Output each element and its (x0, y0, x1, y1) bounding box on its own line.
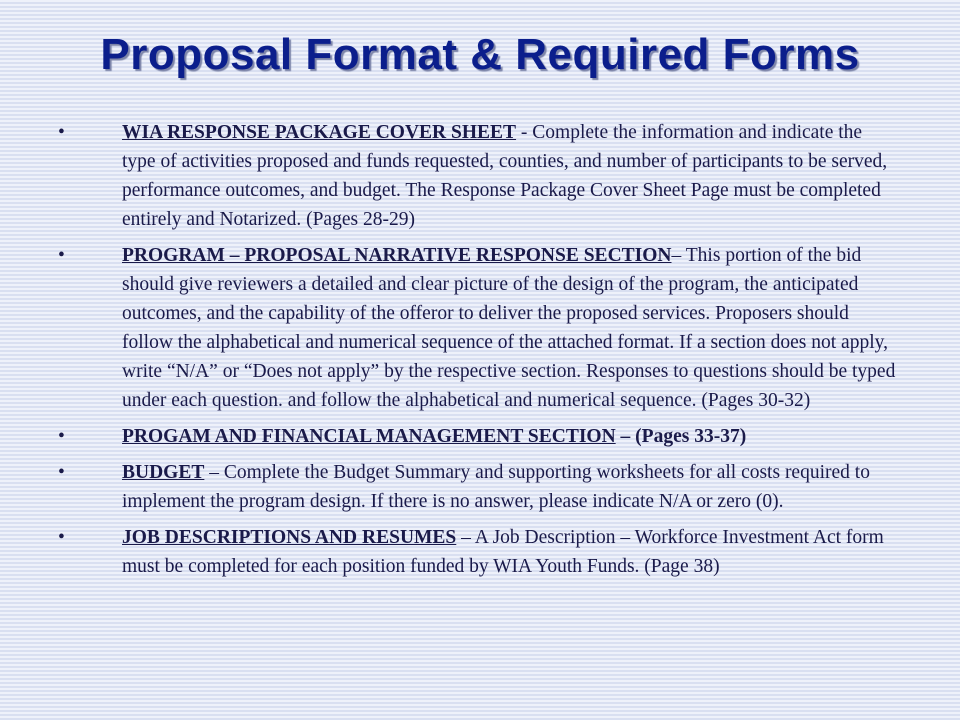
item-text: – (Pages 33-37) (615, 426, 747, 447)
bullet-icon: • (58, 426, 65, 447)
item-heading: PROGRAM – PROPOSAL NARRATIVE RESPONSE SECTION (122, 245, 672, 266)
item-heading: BUDGET (122, 462, 205, 483)
item-heading: WIA RESPONSE PACKAGE COVER SHEET (122, 122, 517, 143)
bullet-icon: • (58, 527, 65, 548)
slide-title: Proposal Format & Required Forms (100, 30, 860, 79)
item-heading: PROGAM AND FINANCIAL MANAGEMENT SECTION (122, 426, 616, 447)
bullet-item-budget (58, 458, 900, 516)
item-text: – A Job Description – Workforce Investment Act form must be completed for each position funded by WIA Youth Funds. (Page 38) (122, 527, 884, 577)
bullet-item-narrative (58, 241, 900, 415)
bullet-item-cover-sheet (58, 118, 900, 234)
item-heading: JOB DESCRIPTIONS AND RESUMES (122, 527, 457, 548)
bullet-item-financial-management (58, 422, 900, 451)
bullet-item-job-descriptions (58, 523, 900, 581)
item-text: – This portion of the bid should give reviewers a detailed and clear picture of the design of the program, the anticipated outcomes, and the capability of the offeror to deliver the proposed services. Proposers should follow the alphabetical and numerical sequence of the attached format. If a section does not apply, write “N/A” or “Does not apply” by the respective section. Responses to questions should be typed under each question. and follow the alphabetical and numerical sequence. (Pages 30-32) (122, 245, 896, 411)
bullet-list (58, 118, 900, 588)
bullet-icon: • (58, 462, 65, 483)
item-text: - Complete the information and indicate the type of activities proposed and funds requested, counties, and number of participants to be served, performance outcomes, and budget. The Response Package Cover Sheet Page must be completed entirely and Notarized. (Pages 28-29) (122, 122, 888, 230)
item-text: – Complete the Budget Summary and supporting worksheets for all costs required to implement the program design. If there is no answer, please indicate N/A or zero (0). (122, 462, 870, 512)
bullet-icon: • (58, 245, 65, 266)
bullet-icon: • (58, 122, 65, 143)
